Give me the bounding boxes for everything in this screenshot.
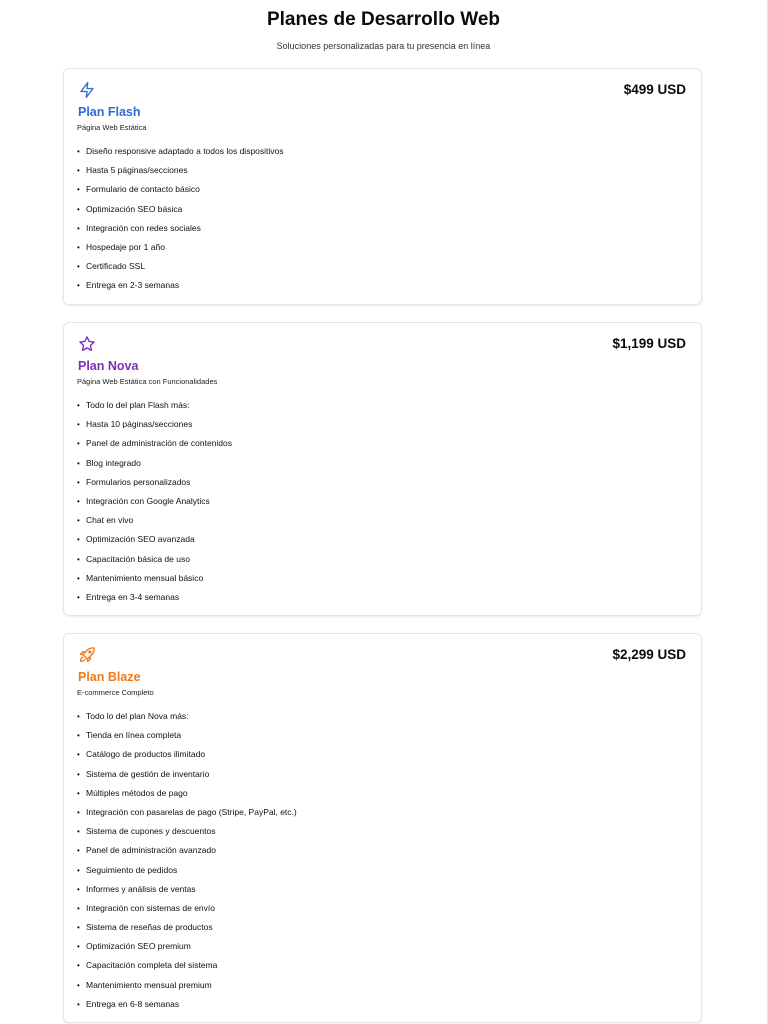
bullet-icon: • <box>77 731 80 741</box>
bullet-icon: • <box>77 865 80 875</box>
feature-list <box>77 399 232 610</box>
feature-item <box>77 864 297 883</box>
feature-item <box>77 457 232 476</box>
feature-item <box>77 553 232 572</box>
plan-price: $499 USD <box>623 82 686 97</box>
feature-item <box>77 437 232 456</box>
plan-name: Plan Flash <box>78 105 141 119</box>
bullet-icon: • <box>77 827 80 837</box>
feature-item <box>77 844 297 863</box>
bullet-icon: • <box>77 147 80 156</box>
feature-item <box>77 145 284 164</box>
feature-text: Tienda en línea completa <box>86 730 182 741</box>
lightning-icon <box>78 81 96 99</box>
bullet-icon: • <box>77 942 80 952</box>
bullet-icon: • <box>77 496 80 506</box>
bullet-icon: • <box>77 712 80 721</box>
feature-item <box>77 572 232 591</box>
bullet-icon: • <box>77 166 80 176</box>
feature-item <box>77 495 232 514</box>
feature-text: Integración con sistemas de envío <box>86 902 215 913</box>
bullet-icon: • <box>77 573 80 583</box>
feature-item <box>77 979 297 998</box>
feature-item <box>77 533 232 552</box>
feature-text: Sistema de cupones y descuentos <box>86 826 216 837</box>
feature-item <box>77 476 232 495</box>
feature-text: Formulario de contacto básico <box>86 184 200 195</box>
feature-list <box>77 145 284 299</box>
feature-text: Mantenimiento mensual básico <box>86 572 204 583</box>
feature-text: Todo lo del plan Flash más: <box>86 400 190 410</box>
bullet-icon: • <box>77 242 80 252</box>
page-subtitle: Soluciones personalizadas para tu presencia en línea <box>276 41 491 51</box>
plan-subtitle: Página Web Estática <box>77 123 147 132</box>
plan-subtitle: E-commerce Completo <box>77 688 154 697</box>
bullet-icon: • <box>77 999 80 1009</box>
feature-item <box>77 241 284 260</box>
feature-text: Capacitación completa del sistema <box>86 960 218 971</box>
feature-text: Panel de administración de contenidos <box>86 438 233 449</box>
feature-text: Mantenimiento mensual premium <box>86 979 212 990</box>
bullet-icon: • <box>77 788 80 798</box>
plan-name: Plan Nova <box>78 359 139 373</box>
feature-item <box>77 260 284 279</box>
feature-text: Integración con redes sociales <box>86 222 201 233</box>
feature-item <box>77 748 297 767</box>
bullet-icon: • <box>77 420 80 430</box>
feature-text: Blog integrado <box>86 457 141 468</box>
bullet-icon: • <box>77 884 80 894</box>
bullet-icon: • <box>77 923 80 933</box>
feature-item <box>77 222 284 241</box>
bullet-icon: • <box>77 223 80 233</box>
feature-text: Sistema de reseñas de productos <box>86 922 213 933</box>
feature-text: Formularios personalizados <box>86 476 191 487</box>
feature-item <box>77 902 297 921</box>
bullet-icon: • <box>77 439 80 449</box>
feature-item <box>77 183 284 202</box>
bullet-icon: • <box>77 204 80 214</box>
bullet-icon: • <box>77 807 80 817</box>
feature-item <box>77 959 297 978</box>
rocket-icon <box>78 646 96 664</box>
star-icon <box>78 335 96 353</box>
feature-text: Capacitación básica de uso <box>86 553 190 564</box>
feature-item <box>77 164 284 183</box>
bullet-icon: • <box>77 516 80 526</box>
bullet-icon: • <box>77 592 80 602</box>
feature-item <box>77 787 297 806</box>
feature-text: Integración con pasarelas de pago (Stripe, PayPal, etc.) <box>86 806 297 817</box>
bullet-icon: • <box>77 262 80 272</box>
feature-text: Informes y análisis de ventas <box>86 883 196 894</box>
plan-name: Plan Blaze <box>78 670 141 684</box>
feature-item <box>77 514 232 533</box>
feature-item <box>77 729 297 748</box>
bullet-icon: • <box>77 535 80 545</box>
feature-item <box>77 883 297 902</box>
feature-item <box>77 825 297 844</box>
feature-item <box>77 203 284 222</box>
bullet-icon: • <box>77 750 80 760</box>
feature-item <box>77 710 297 729</box>
plan-card-flash <box>63 68 702 305</box>
plan-price: $1,199 USD <box>612 336 686 351</box>
feature-text: Integración con Google Analytics <box>86 495 210 506</box>
feature-text: Múltiples métodos de pago <box>86 787 188 798</box>
feature-text: Seguimiento de pedidos <box>86 864 178 875</box>
feature-text: Optimización SEO básica <box>86 203 183 214</box>
feature-text: Todo lo del plan Nova más: <box>86 711 189 721</box>
feature-item <box>77 940 297 959</box>
plan-subtitle: Página Web Estática con Funcionalidades <box>77 377 218 386</box>
bullet-icon: • <box>77 458 80 468</box>
feature-text: Optimización SEO premium <box>86 941 191 952</box>
feature-text: Entrega en 3-4 semanas <box>86 591 180 602</box>
feature-item <box>77 591 232 610</box>
page-title: Planes de Desarrollo Web <box>266 9 500 30</box>
feature-text: Catálogo de productos ilimitado <box>86 749 206 760</box>
feature-text: Chat en vivo <box>86 515 134 526</box>
bullet-icon: • <box>77 554 80 564</box>
feature-text: Optimización SEO avanzada <box>86 534 195 545</box>
bullet-icon: • <box>77 477 80 487</box>
bullet-icon: • <box>77 401 80 410</box>
feature-item <box>77 418 232 437</box>
page-header <box>0 0 767 52</box>
feature-text: Hasta 5 páginas/secciones <box>86 165 188 176</box>
feature-text: Entrega en 2-3 semanas <box>86 280 180 291</box>
feature-text: Sistema de gestión de inventario <box>86 768 210 779</box>
feature-item <box>77 768 297 787</box>
feature-text: Hospedaje por 1 año <box>86 241 165 252</box>
feature-text: Hasta 10 páginas/secciones <box>86 419 193 430</box>
plan-card-blaze <box>63 633 702 1023</box>
bullet-icon: • <box>77 961 80 971</box>
feature-item <box>77 921 297 940</box>
feature-list <box>77 710 297 1017</box>
feature-text: Panel de administración avanzado <box>86 845 216 856</box>
bullet-icon: • <box>77 281 80 291</box>
bullet-icon: • <box>77 185 80 195</box>
bullet-icon: • <box>77 903 80 913</box>
feature-text: Certificado SSL <box>86 261 146 272</box>
feature-text: Entrega en 6-8 semanas <box>86 998 180 1009</box>
plan-price: $2,299 USD <box>612 647 686 662</box>
bullet-icon: • <box>77 980 80 990</box>
feature-item <box>77 279 284 298</box>
plan-card-nova <box>63 322 702 616</box>
feature-item <box>77 399 232 418</box>
bullet-icon: • <box>77 846 80 856</box>
feature-text: Diseño responsive adaptado a todos los dispositivos <box>86 146 284 156</box>
feature-item <box>77 998 297 1017</box>
bullet-icon: • <box>77 769 80 779</box>
feature-item <box>77 806 297 825</box>
